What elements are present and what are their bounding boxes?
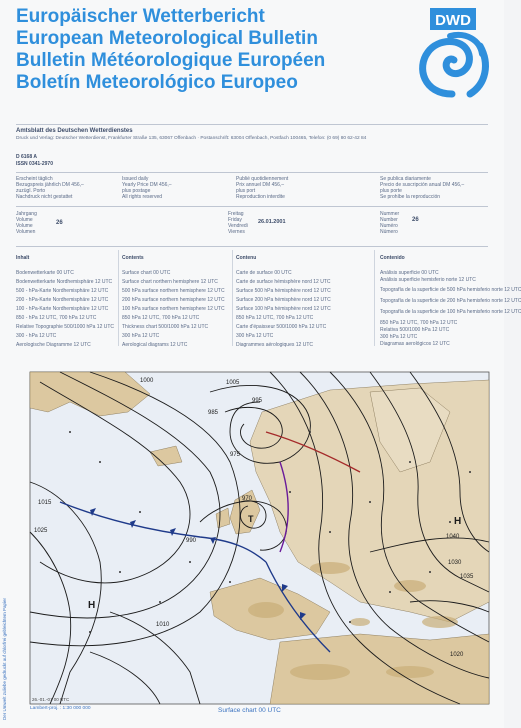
svg-text:975: 975 — [230, 452, 241, 458]
publisher-address: Druck und Verlag: Deutscher Wetterdienst, Frankfurter Straße 135, 63067 Offenbach · Postanschrift: 63004 Offenbach, Postfach 100465, Telefon: (0 69) 80 62-42 84 — [16, 136, 367, 141]
svg-text:1005: 1005 — [226, 380, 240, 386]
svg-text:985: 985 — [208, 410, 219, 416]
surface-weather-map — [30, 372, 489, 704]
title-de: Europäischer Wetterbericht — [16, 6, 265, 27]
number-value: 26 — [412, 217, 419, 223]
svg-text:1035: 1035 — [460, 574, 474, 580]
rule-subscription — [16, 172, 488, 173]
bulletin-page: Europäischer Wetterbericht European Meteorological Bulletin Bulletin Météorologique Européen Boletín Meteorológico Europeo DWD Amtsblatt des Deutschen Wetterdienstes Druck und Verlag: Deutscher Wetterdienst, Frankfurter Straße 135, 63067 Offenbach · Postanschrift: 63004 Offenbach, Postfach 100465, Telefon: (0 69) 80 62-42 84 D 6168 A ISSN 0341-2970 Erscheint täglich Bezugspreis jährlich DM 456,– zuzügl. Porto Nachdruck nicht gestattet Issued daily Yearly Price DM 456,– plus postage All rights reserved Publié quotidiennement Prix annuel DM 456,– plus port Reproduction interdite Se publica diariamente Precio de suscripción anual DM 456,– plus porte Se prohíbe la reproducción Jahrgang Volume Volume Volumen 26 Freitag Friday Vendredi Viernes 26.01.2001 Nummer Number Numéro Número 26 Inhalt Bodenwetterkarte 00 UTC Bodenwetterkarte Nordhemisphäre 12 UTC 500 - hPa-Karte Nordhemisphäre 12 UTC 200 - hPa-Karte Nordhemisphäre 12 UTC 100 - hPa-Karte Nordhemisphäre 12 UTC 850 - hPa 12 UTC, 700 hPa 12 UTC Relative Topographie 500/1000 hPa 12 UTC 300 - hPa 12 UTC Aerologische Diagramme 12 UTC Contents Surface chart 00 UTC Surface chart northern hemisphere 12 UTC 500 hPa surface northern hemisphere 12 UTC 200 hPa surface northern hemisphere 12 UTC 100 hPa surface northern hemisphere 12 UTC 850 hPa 12 UTC, 700 hPa 12 UTC Thickness chart 500/1000 hPa 12 UTC 300 hPa 12 UTC Aerological diagrams 12 UTC Contenu Carte de surface 00 UTC Carte de surface hémisphère nord 12 UTC Surface 500 hPa hémisphère nord 12 UTC Surface 200 hPa hémisphère nord 12 UTC Surface 100 hPa hémisphère nord 12 UTC 850 hPa 12 UTC, 700 hPa 12 UTC Carte d'épaisseur 500/1000 hPa 12 UTC 300 hPa 12 UTC Diagrammes aérologiques 12 UTC Contenido Análisis superficie 00 UTC Análisis superficie hemisferio norte 12 UTC Topografía de la superficie de 500 hPa hemisferio norte 12 UTC Topografía de la superficie de 200 hPa hemisferio norte 12 UTC Topografía de la superficie de 100 hPa hemisferio norte 12 UTC 850 hPa 12 UTC, 700 hPa 12 UTC Relativa 500/1000 hPa 12 UTC 300 hPa 12 UTC Diagramas aerológicos 12 UTC T H H 1005 1000 995 985 975 970 990 1015 1025 1030 1035 1040 1020 1010 26.-01.-01 00 UTC Lambert-proj. : 1:30 000 000 Surface chart 00 UTC Der Umwelt zuliebe gedruckt auf chlorfrei gebleichtem Papier — [0, 0, 504, 728]
svg-text:995: 995 — [252, 398, 263, 404]
svg-text:970: 970 — [242, 496, 253, 502]
column-divider — [374, 250, 375, 346]
recycled-paper-note: Der Umwelt zuliebe gedruckt auf chlorfrei gebleichtem Papier — [2, 597, 7, 720]
dwd-logo — [410, 6, 494, 102]
rule-volume — [16, 206, 488, 207]
title-en: European Meteorological Bulletin — [16, 28, 318, 49]
svg-text:990: 990 — [186, 538, 197, 544]
svg-text:1030: 1030 — [448, 560, 462, 566]
publisher-heading: Amtsblatt des Deutschen Wetterdienstes — [16, 128, 133, 134]
low-marker: T — [248, 514, 254, 524]
title-fr: Bulletin Météorologique Européen — [16, 50, 326, 71]
column-divider — [118, 250, 119, 346]
title-es: Boletín Meteorológico Europeo — [16, 72, 298, 93]
svg-text:1000: 1000 — [140, 378, 154, 384]
header-rule — [16, 124, 488, 125]
column-divider — [232, 250, 233, 346]
map-scale-label: Lambert-proj. : 1:30 000 000 — [30, 706, 91, 711]
svg-text:1015: 1015 — [38, 500, 52, 506]
high-marker: H — [88, 600, 96, 611]
issue-date: 26.01.2001 — [258, 219, 286, 225]
svg-text:1025: 1025 — [34, 528, 48, 534]
publication-code: D 6168 A — [16, 154, 37, 160]
issn: ISSN 0341-2970 — [16, 161, 53, 167]
map-date-label: 26.-01.-01 00 UTC — [32, 697, 70, 702]
svg-text:1040: 1040 — [446, 534, 460, 540]
rule-contents — [16, 246, 488, 247]
svg-text:1010: 1010 — [156, 622, 170, 628]
high-marker: H — [454, 516, 462, 527]
volume-value: 26 — [56, 220, 63, 226]
svg-text:DWD: DWD — [435, 12, 471, 29]
map-caption: Surface chart 00 UTC — [218, 707, 281, 714]
svg-text:1020: 1020 — [450, 652, 464, 658]
